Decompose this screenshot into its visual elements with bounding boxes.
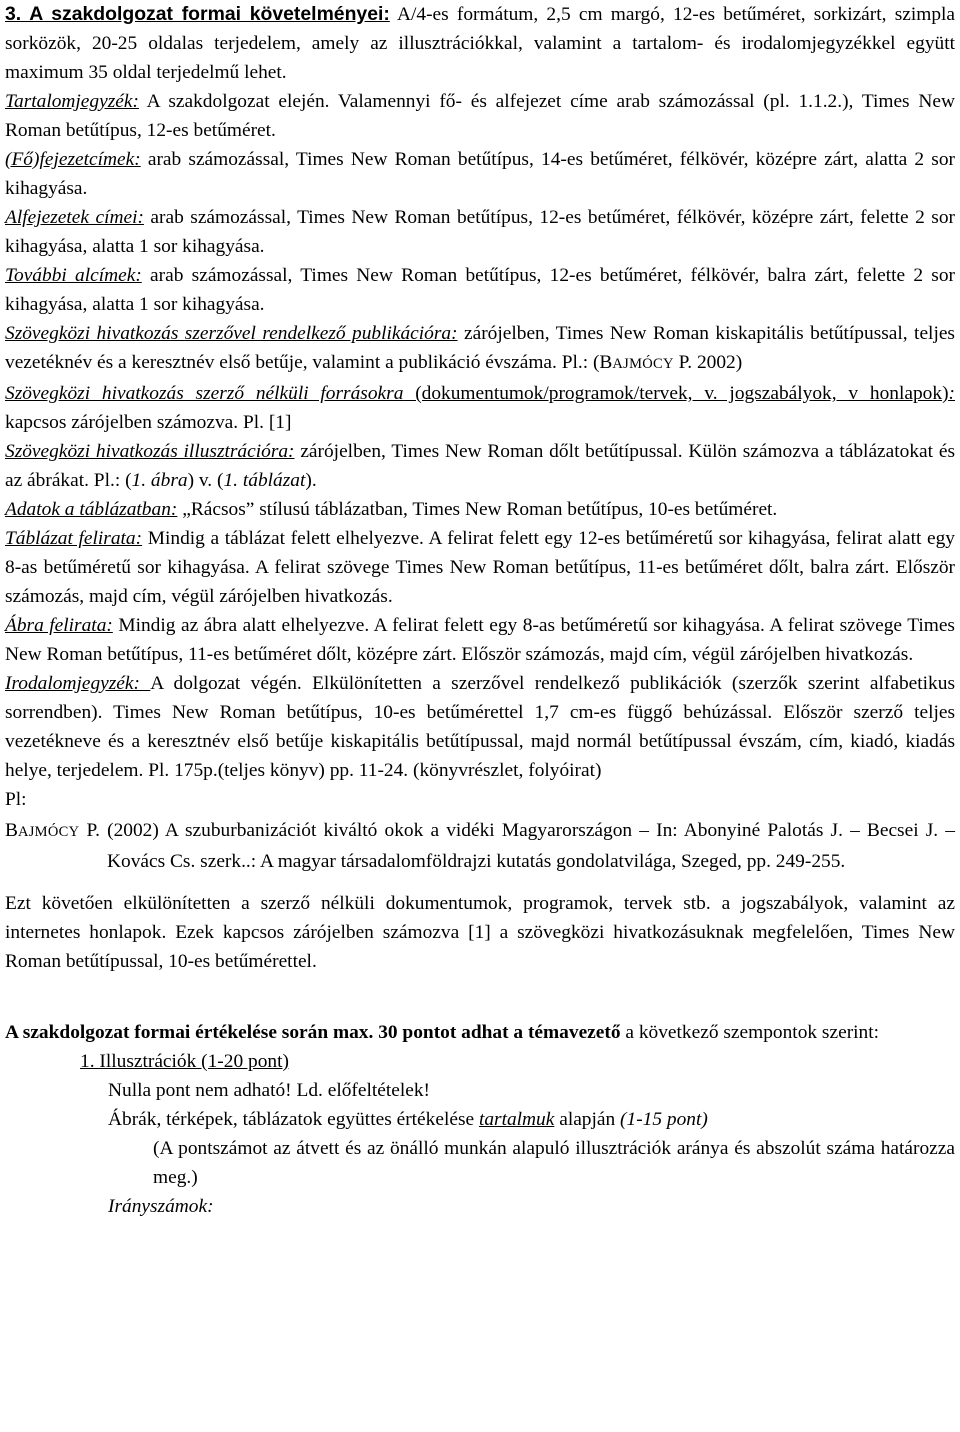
rule-label: Táblázat felirata: bbox=[5, 528, 143, 549]
section-heading: 3. A szakdolgozat formai követelményei: bbox=[5, 3, 390, 25]
bold-text: A szakdolgozat formai értékelése során max. 30 pontot adhat a témavezető bbox=[5, 1022, 621, 1043]
figure-caption-rule bbox=[5, 611, 955, 669]
rule-label: Irodalomjegyzék: bbox=[5, 673, 151, 694]
rule-label: Alfejezetek címei: bbox=[5, 207, 144, 228]
heading-paragraph bbox=[5, 0, 955, 87]
rule-label: Ábra felirata: bbox=[5, 615, 113, 636]
rule-label: Szövegközi hivatkozás szerző nélküli forrásokra bbox=[5, 383, 404, 404]
small-caps-text: AJMÓCY bbox=[17, 824, 80, 840]
italic-text: 1. táblázat bbox=[223, 470, 306, 491]
italic-text: (1-15 pont) bbox=[620, 1109, 708, 1130]
rule-label: Tartalomjegyzék: bbox=[5, 91, 139, 112]
italic-text: 1. ábra bbox=[131, 470, 188, 491]
small-caps-text: AJMÓCY bbox=[612, 356, 674, 372]
noauthor-paragraph: Ezt követően elkülönítetten a szerző nélküli dokumentumok, programok, tervek stb. a jogszabályok, valamint az internetes honlapok. Ezek kapcsos zárójelben számozva [1] a szövegközi hivatkozásuknak megfelelően, Times New Roman betűtípussal, 10-es betűmérettel. bbox=[5, 893, 955, 972]
author-initial: B bbox=[5, 820, 18, 841]
heading-text: A/4-es formátum, 2,5 cm margó, 12-es betűméret, sorkizárt, szimpla sorközök, 20-25 oldalas terjedelem, amely az illusztrációkkal, valamint a tartalom- és irodalomjegyzékkel együtt maximum 35 oldal terjedelmű lehet. bbox=[5, 4, 956, 83]
document-page bbox=[5, 0, 955, 1221]
rule-label: További alcímek: bbox=[5, 265, 142, 286]
list-item-illustrations bbox=[5, 1047, 955, 1076]
rule-text: zárójelben, Times New Roman dőlt betűtípussal. Külön számozva a táblázatokat és az ábrákat. Pl.: ( bbox=[5, 441, 955, 491]
subtitle-rule bbox=[5, 261, 955, 319]
example-label: Pl: bbox=[5, 789, 27, 810]
citation-noauthor-rule bbox=[5, 379, 955, 437]
list-line-italic: Irányszámok: bbox=[108, 1196, 214, 1217]
rule-label-cont: (dokumentumok/programok/tervek, v. jogszabályok, v honlapok) bbox=[403, 383, 949, 404]
toc-rule bbox=[5, 87, 955, 145]
rule-text: Mindig a táblázat felett elhelyezve. A felirat felett egy 12-es betűméretű sor kihagyása, felirat alatt egy 8-as betűméretű sor kihagyása. A felirat szövege Times New Roman betűtípus, 11-es betűméret dőlt, balra zárt. Először számozás, majd cím, végül zárójelben hivatkozás. bbox=[5, 528, 955, 607]
citation-illustration-rule bbox=[5, 437, 955, 495]
rule-text: ). bbox=[305, 470, 317, 491]
list-text: Ábrák, térképek, táblázatok együttes értékelése bbox=[108, 1109, 479, 1130]
citation-author-rule bbox=[5, 319, 955, 379]
rule-label: (Fő)fejezetcímek: bbox=[5, 149, 141, 170]
list-line: Nulla pont nem adható! Ld. előfeltételek! bbox=[108, 1080, 430, 1101]
chapter-title-rule bbox=[5, 145, 955, 203]
list-text: alapján bbox=[554, 1109, 621, 1130]
table-data-rule bbox=[5, 495, 955, 524]
reference-text: P. (2002) A szuburbanizációt kiváltó okok a vidéki Magyarországon – In: Abonyiné Palotás J. – Becsei J. – Kovács Cs. szerk..: A magyar társadalomföldrajzi kutatás gondolatvilága, Szeged, pp. 249-255. bbox=[79, 820, 955, 872]
rule-label: Adatok a táblázatban: bbox=[5, 499, 178, 520]
list-line bbox=[5, 1105, 955, 1134]
reference-entry bbox=[5, 816, 955, 876]
rule-text: Mindig az ábra alatt elhelyezve. A felirat felett egy 8-as betűméretű sor kihagyása. A felirat szövege Times New Roman betűtípus, 11-es betűméret dőlt, középre zárt. Először számozás, majd cím, végül zárójelben hivatkozás. bbox=[5, 615, 955, 665]
rule-text: arab számozással, Times New Roman betűtípus, 12-es betűméret, félkövér, balra zárt, felette 2 sor kihagyása, alatta 1 sor kihagyása. bbox=[5, 265, 955, 315]
list-item-title: 1. Illusztrációk (1-20 pont) bbox=[80, 1051, 289, 1072]
evaluation-paragraph bbox=[5, 1018, 955, 1047]
rule-label-colon: : bbox=[948, 383, 955, 404]
rule-label: Szövegközi hivatkozás illusztrációra: bbox=[5, 441, 295, 462]
rule-label: Szövegközi hivatkozás szerzővel rendelkező publikációra: bbox=[5, 323, 458, 344]
bibliography-rule bbox=[5, 669, 955, 785]
rule-text: zárójelben, Times New Roman kiskapitális betűtípussal, teljes vezetéknév és a keresztnév első betűje, valamint a publikáció évszáma. Pl.: (B bbox=[5, 323, 955, 373]
rule-text: arab számozással, Times New Roman betűtípus, 14-es betűméret, félkövér, középre zárt, alatta 2 sor kihagyása. bbox=[5, 149, 955, 199]
rule-text: A dolgozat végén. Elkülönítetten a szerzővel rendelkező publikációk (szerzők szerint alfabetikus sorrendben). Times New Roman betűtípus, 10-es betűmérettel 1,7 cm-es függő behúzással. Először szerző teljes vezetékneve és a keresztnév első betűje kiskapitális betűtípussal, majd normál betűtípussal évszám, cím, kiadó, kiadás helye, terjedelem. Pl. 175p.(teljes könyv) pp. 11-24. (könyvrészlet, folyóirat) bbox=[5, 673, 955, 781]
subchapter-title-rule bbox=[5, 203, 955, 261]
evaluation-text: a következő szempontok szerint: bbox=[620, 1022, 880, 1043]
underlined-italic-text: tartalmuk bbox=[478, 1109, 555, 1130]
rule-text: P. 2002) bbox=[673, 352, 743, 373]
rule-text: kapcsos zárójelben számozva. Pl. [1] bbox=[5, 412, 292, 433]
rule-text: „Rácsos” stílusú táblázatban, Times New Roman betűtípus, 10-es betűméret. bbox=[177, 499, 778, 520]
rule-text: A szakdolgozat elején. Valamennyi fő- és alfejezet címe arab számozással (pl. 1.1.2.), Times New Roman betűtípus, 12-es betűméret. bbox=[5, 91, 955, 141]
rule-text: ) v. ( bbox=[187, 470, 224, 491]
rule-text: arab számozással, Times New Roman betűtípus, 12-es betűméret, félkövér, középre zárt, felette 2 sor kihagyása, alatta 1 sor kihagyása. bbox=[5, 207, 955, 257]
list-note: (A pontszámot az átvett és az önálló munkán alapuló illusztrációk aránya és abszolút száma határozza meg.) bbox=[153, 1138, 955, 1188]
table-caption-rule bbox=[5, 524, 955, 611]
